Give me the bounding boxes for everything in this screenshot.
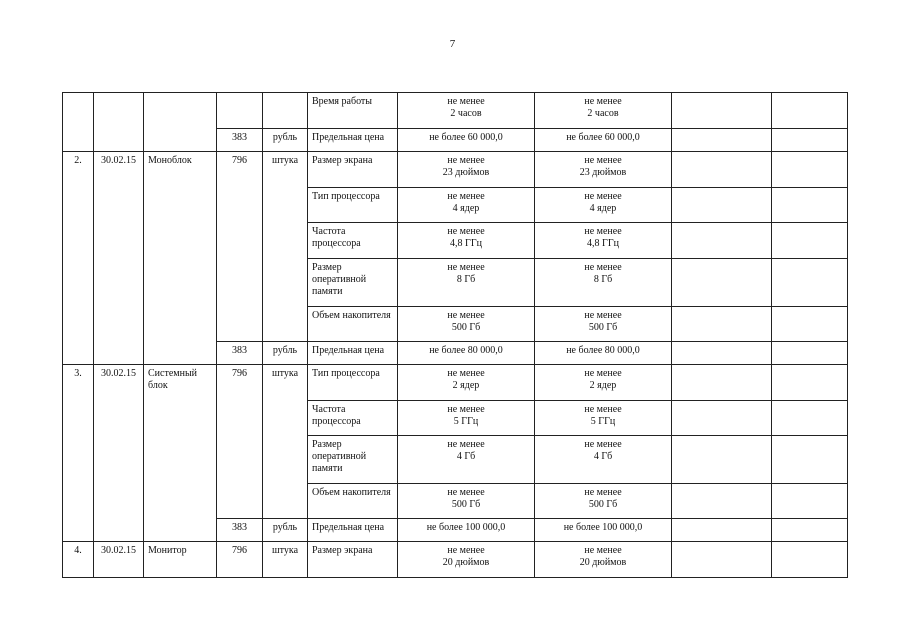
v2-line: 20 дюймов: [579, 557, 627, 568]
unit-name: [263, 93, 308, 129]
page-bottom-area: [0, 582, 905, 640]
table-row: [63, 93, 848, 129]
unit-name: рубль: [263, 129, 308, 152]
v2-line: не менее: [584, 191, 622, 202]
empty-cell: [772, 152, 848, 188]
value-column-1: [398, 93, 535, 129]
value-column-2: [535, 93, 672, 129]
table-row: [63, 365, 848, 401]
characteristic-name: Частота процессора: [308, 401, 398, 436]
v1-line: 2 ядер: [452, 380, 480, 391]
v2-line: не менее: [584, 439, 622, 450]
item-number: 2.: [63, 152, 94, 365]
v2-line: не менее: [584, 155, 622, 166]
v1-line: 2 часов: [450, 108, 482, 119]
v1-line: не менее: [447, 96, 485, 107]
v2-line: 2 часов: [587, 108, 619, 119]
value-column-2: [535, 401, 672, 436]
v2-line: 8 Гб: [593, 274, 613, 285]
empty-cell: [672, 307, 772, 342]
value-column-1: [398, 223, 535, 259]
characteristic-name: Предельная цена: [308, 342, 398, 365]
value-column-1: [398, 365, 535, 401]
value-column-2: [535, 436, 672, 484]
v2-line: не менее: [584, 545, 622, 556]
empty-cell: [772, 259, 848, 307]
value-column-2: [535, 307, 672, 342]
value-column-1: [398, 152, 535, 188]
empty-cell: [772, 223, 848, 259]
characteristic-name: Размер экрана: [308, 152, 398, 188]
item-number: 3.: [63, 365, 94, 542]
empty-cell: [672, 152, 772, 188]
empty-cell: [672, 484, 772, 519]
v1-line: 4 Гб: [456, 451, 476, 462]
characteristic-name: Тип процессора: [308, 365, 398, 401]
empty-cell: [772, 519, 848, 542]
item-number: [63, 93, 94, 152]
empty-cell: [672, 436, 772, 484]
v1-line: 20 дюймов: [442, 557, 490, 568]
table-row: [63, 152, 848, 188]
v1-line: 4,8 ГГц: [450, 238, 482, 249]
v2-line: 4 Гб: [593, 451, 613, 462]
item-number: 4.: [63, 542, 94, 578]
unit-name: штука: [263, 542, 308, 578]
okei-code: 383: [217, 519, 263, 542]
v2-line: 4 ядер: [589, 203, 617, 214]
v2-line: не более 80 000,0: [566, 345, 640, 356]
unit-name: рубль: [263, 519, 308, 542]
unit-name: штука: [263, 152, 308, 342]
okpd-code: [94, 93, 144, 152]
page-number: 7: [449, 38, 456, 50]
value-column-2: [535, 484, 672, 519]
empty-cell: [772, 342, 848, 365]
v1-line: не менее: [447, 487, 485, 498]
okei-code: 796: [217, 365, 263, 519]
empty-cell: [772, 129, 848, 152]
value-column-2: [535, 542, 672, 578]
value-column-1: [398, 484, 535, 519]
characteristic-name: Время работы: [308, 93, 398, 129]
v2-line: 500 Гб: [588, 499, 618, 510]
value-column-2: [535, 152, 672, 188]
v2-line: 2 ядер: [589, 380, 617, 391]
value-column-1: [398, 519, 535, 542]
empty-cell: [772, 542, 848, 578]
v2-line: не менее: [584, 368, 622, 379]
value-column-1: [398, 188, 535, 223]
value-column-1: [398, 307, 535, 342]
empty-cell: [772, 436, 848, 484]
empty-cell: [772, 188, 848, 223]
value-column-2: [535, 188, 672, 223]
characteristic-name: Тип процессора: [308, 188, 398, 223]
value-column-2: [535, 365, 672, 401]
okei-code: 796: [217, 542, 263, 578]
characteristic-name: Частота процессора: [308, 223, 398, 259]
empty-cell: [772, 365, 848, 401]
specification-table: [62, 92, 848, 578]
v1-line: не менее: [447, 310, 485, 321]
v2-line: не менее: [584, 96, 622, 107]
v2-line: не менее: [584, 404, 622, 415]
empty-cell: [672, 342, 772, 365]
empty-cell: [672, 188, 772, 223]
okpd-code: 30.02.15: [94, 365, 144, 542]
v2-line: 500 Гб: [588, 322, 618, 333]
v2-line: не менее: [584, 226, 622, 237]
table-row: [63, 542, 848, 578]
v2-line: не менее: [584, 262, 622, 273]
value-column-2: [535, 342, 672, 365]
okpd-code: 30.02.15: [94, 542, 144, 578]
v1-line: 8 Гб: [456, 274, 476, 285]
v2-line: не менее: [584, 310, 622, 321]
value-column-1: [398, 401, 535, 436]
empty-cell: [772, 401, 848, 436]
item-name: Системный блок: [144, 365, 217, 542]
v1-line: не менее: [447, 191, 485, 202]
v2-line: 5 ГГц: [590, 416, 616, 427]
empty-cell: [672, 365, 772, 401]
v2-line: 4,8 ГГц: [587, 238, 619, 249]
value-column-2: [535, 259, 672, 307]
v1-line: не менее: [447, 262, 485, 273]
v1-line: не менее: [447, 545, 485, 556]
v2-line: 23 дюймов: [579, 167, 627, 178]
v1-line: не менее: [447, 226, 485, 237]
unit-name: штука: [263, 365, 308, 519]
empty-cell: [672, 542, 772, 578]
v1-line: не более 100 000,0: [426, 522, 506, 533]
empty-cell: [772, 484, 848, 519]
v1-line: 5 ГГц: [453, 416, 479, 427]
value-column-1: [398, 259, 535, 307]
okei-code: 383: [217, 342, 263, 365]
okei-code: 383: [217, 129, 263, 152]
empty-cell: [672, 519, 772, 542]
characteristic-name: Размер оперативной памяти: [308, 259, 398, 307]
characteristic-name: Предельная цена: [308, 519, 398, 542]
v2-line: не более 100 000,0: [563, 522, 643, 533]
okpd-code: 30.02.15: [94, 152, 144, 365]
okei-code: 796: [217, 152, 263, 342]
empty-cell: [772, 307, 848, 342]
item-name: Моноблок: [144, 152, 217, 365]
v1-line: 500 Гб: [451, 322, 481, 333]
characteristic-name: Размер оперативной памяти: [308, 436, 398, 484]
v1-line: 4 ядер: [452, 203, 480, 214]
value-column-1: [398, 542, 535, 578]
characteristic-name: Предельная цена: [308, 129, 398, 152]
v2-line: не более 60 000,0: [566, 132, 640, 143]
characteristic-name: Объем накопителя: [308, 484, 398, 519]
value-column-1: [398, 342, 535, 365]
value-column-2: [535, 223, 672, 259]
empty-cell: [672, 129, 772, 152]
empty-cell: [672, 259, 772, 307]
characteristic-name: Размер экрана: [308, 542, 398, 578]
item-name: Монитор: [144, 542, 217, 578]
v2-line: не менее: [584, 487, 622, 498]
v1-line: не менее: [447, 404, 485, 415]
unit-name: рубль: [263, 342, 308, 365]
v1-line: 23 дюймов: [442, 167, 490, 178]
v1-line: не менее: [447, 155, 485, 166]
value-column-2: [535, 519, 672, 542]
v1-line: 500 Гб: [451, 499, 481, 510]
v1-line: не менее: [447, 439, 485, 450]
value-column-1: [398, 129, 535, 152]
empty-cell: [672, 223, 772, 259]
empty-cell: [672, 401, 772, 436]
okei-code: [217, 93, 263, 129]
v1-line: не более 60 000,0: [429, 132, 503, 143]
characteristic-name: Объем накопителя: [308, 307, 398, 342]
value-column-2: [535, 129, 672, 152]
empty-cell: [772, 93, 848, 129]
v1-line: не менее: [447, 368, 485, 379]
value-column-1: [398, 436, 535, 484]
item-name: [144, 93, 217, 152]
empty-cell: [672, 93, 772, 129]
v1-line: не более 80 000,0: [429, 345, 503, 356]
